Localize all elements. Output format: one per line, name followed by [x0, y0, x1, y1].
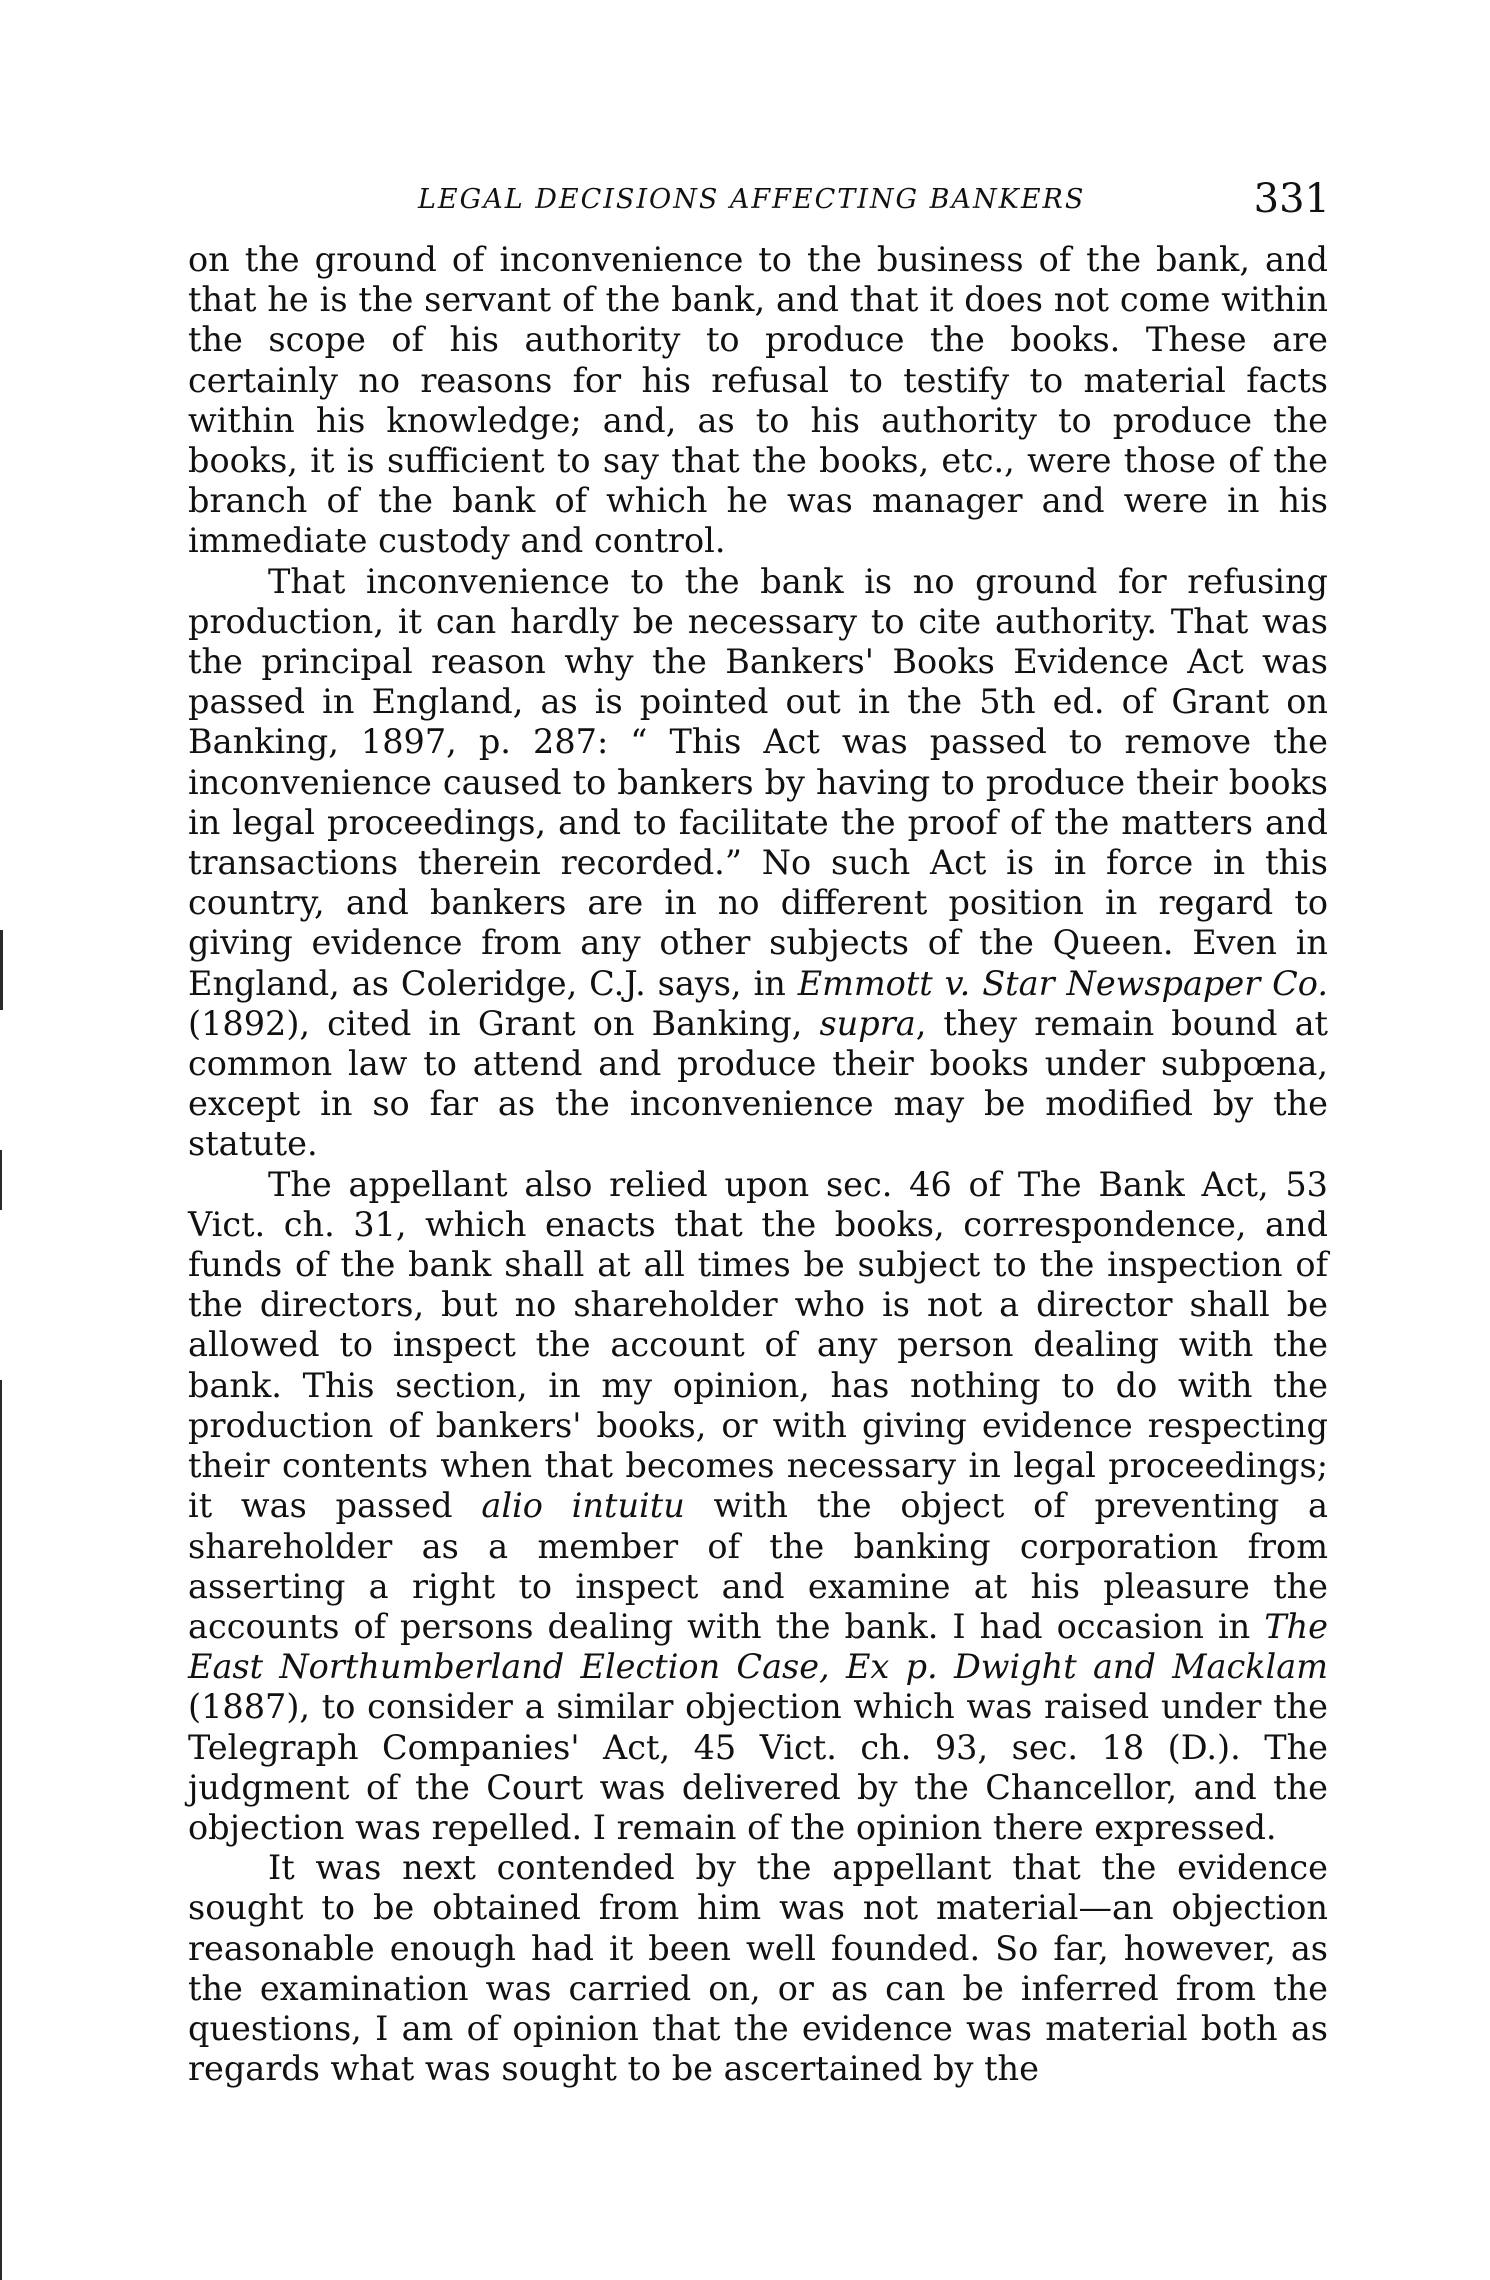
paragraph-2-text-c: , they remain bound at common law to attend and produce their books under subpœna, except in so far as the inconvenience may be modified by the statute. — [188, 1003, 1329, 1164]
paragraph-3 — [188, 1165, 1328, 1848]
supra-italic: supra — [819, 1003, 916, 1043]
paragraph-1 — [188, 240, 1328, 562]
paragraph-4-text: It was next contended by the appellant that the evidence sought to be obtained from him was not material—an objection reasonable enough had it been well founded. So far, however, as the examination was carried on, or as can be inferred from the questions, I am of opinion that the evidence was material both as regards what was sought to be ascertained by the — [188, 1848, 1328, 2089]
paragraph-2-text-b: (1892), cited in Grant on Banking, — [188, 1003, 820, 1043]
alio-intuitu-italic: alio intuitu — [481, 1486, 685, 1526]
paragraph-4 — [188, 1848, 1328, 2089]
page-number: 331 — [1253, 176, 1330, 222]
paragraph-3-text-a: The appellant also relied upon sec. 46 of The Bank Act, 53 Vict. ch. 31, which enacts that the books, correspondence, and funds of the bank shall at all times be subject to the inspection of the directors, but no shareholder who is not a director shall be allowed to inspect the account of any person dealing with the bank. This section, in my opinion, has nothing to do with the production of bankers' books, or with giving evidence respecting their contents when that becomes necessary in legal proceedings; it was passed — [188, 1164, 1328, 1526]
paragraph-1-text: on the ground of inconvenience to the business of the bank, and that he is the servant of the bank, and that it does not come within the scope of his authority to produce the books. These are certainly no reasons for his refusal to testify to material facts within his knowledge; and, as to his authority to produce the books, it is sufficient to say that the books, etc., were those of the branch of the bank of which he was manager and were in his immediate custody and control. — [188, 240, 1328, 561]
scan-edge-mark — [0, 1150, 2, 1210]
case-citation-emmott: Emmott v. Star Newspaper Co. — [797, 963, 1328, 1003]
case-citation-east-northumberland: The East Northumberland Election Case, Ex p. Dwight and Macklam — [188, 1606, 1328, 1687]
paragraph-3-text-b: with the object of preventing a shareholder as a member of the banking corporation from asserting a right to inspect and examine at his pleasure the accounts of persons dealing with the bank. I had occasion in — [188, 1486, 1328, 1646]
running-title: LEGAL DECISIONS AFFECTING BANKERS — [418, 184, 1086, 215]
page-body — [188, 240, 1328, 2089]
paragraph-3-text-c: (1887), to consider a similar objection which was raised under the Telegraph Companies' Act, 45 Vict. ch. 93, sec. 18 (D.). The judgment of the Court was delivered by the Chancellor, and the objection was repelled. I remain of the opinion there expressed. — [188, 1687, 1328, 1847]
page-header — [190, 168, 1330, 228]
scan-edge-mark — [0, 930, 3, 1010]
paragraph-2-text-a: That inconvenience to the bank is no ground for refusing production, it can hardly be necessary to cite authority. That was the principal reason why the Bankers' Books Evidence Act was passed in England, as is pointed out in the 5th ed. of Grant on Banking, 1897, p. 287: “ This Act was passed to remove the inconvenience caused to bankers by having to produce their books in legal proceedings, and to facilitate the proof of the matters and transactions therein recorded.” No such Act is in force in this country, and bankers are in no different position in regard to giving evidence from any other subjects of the Queen. Even in England, as Coleridge, C.J. says, in — [188, 561, 1328, 1003]
paragraph-2 — [188, 562, 1328, 1165]
scan-edge-mark — [0, 1380, 2, 2280]
